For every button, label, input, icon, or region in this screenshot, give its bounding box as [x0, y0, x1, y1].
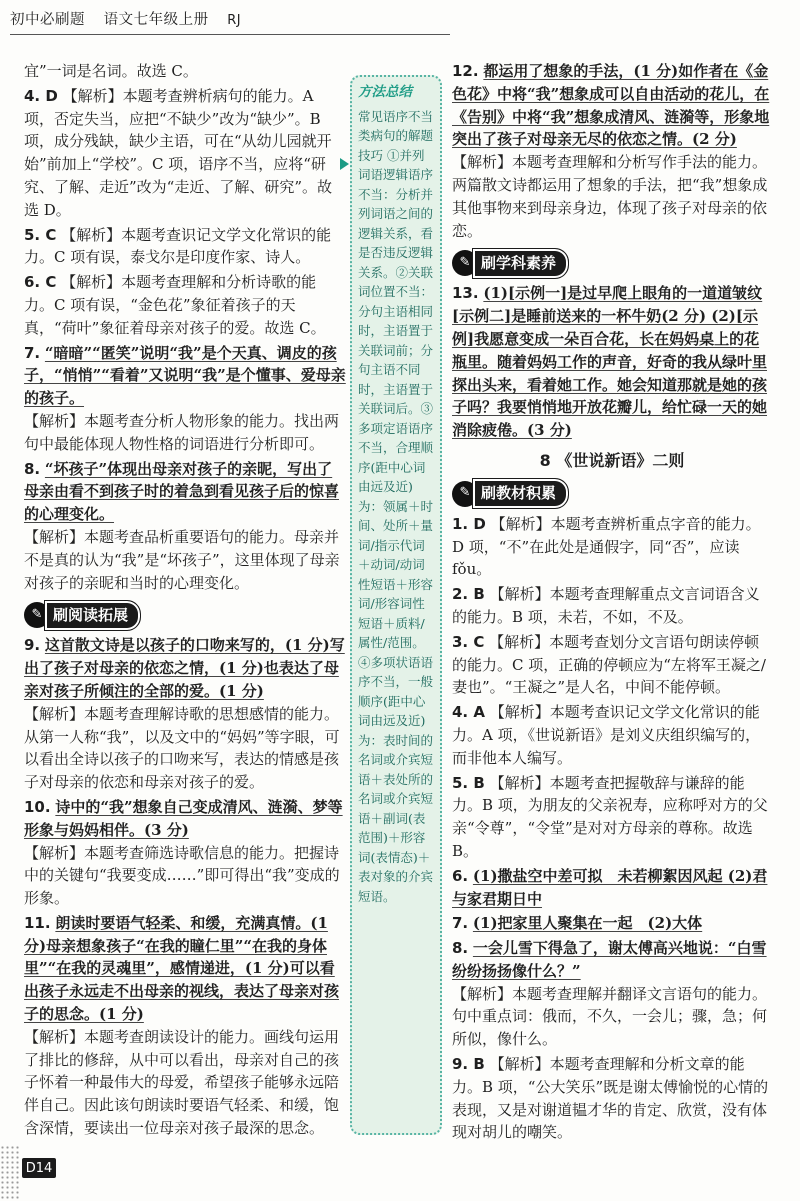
- analysis-text: 【解析】本题考查理解诗歌的思想感情的能力。从第一人称“我”，以及文中的“妈妈”等字眼，可以看出全诗以孩子的口吻来写，表达的情感是孩子对母亲的依恋和母亲对孩子的爱。: [24, 704, 340, 792]
- analysis-text: 【解析】本题考查划分文言语句朗读停顿的能力。C 项，正确的停顿应为“左将军王凝之/妻也”。“王凝之”是人名，中间不能停顿。: [452, 632, 766, 697]
- answer-text: 这首散文诗是以孩子的口吻来写的，(1 分)写出了孩子对母亲的依恋之情，(1 分)也表达了母亲对孩子所倾注的全部的爱。(1 分): [24, 636, 345, 700]
- analysis-text: 【解析】本题考查分析人物形象的能力。找出两句中最能体现人物性格的词语进行分析即可。: [24, 411, 340, 453]
- method-summary-box: [350, 75, 442, 1135]
- pencil-icon: ✎: [24, 602, 50, 628]
- answer-item: [24, 271, 346, 339]
- pencil-icon: ✎: [452, 250, 478, 276]
- analysis-text: 【解析】本题考查辨析重点字音的能力。D 项，“不”在此处是通假字，同“否”，应读 fǒu。: [452, 514, 761, 579]
- text-line: 宜”一词是名词。故选 C。: [24, 62, 198, 80]
- analysis-text: 【解析】本题考查理解重点文言词语含义的能力。B 项，未若，不如，不及。: [452, 585, 760, 626]
- section-banner: [452, 250, 569, 276]
- analysis-text: 【解析】本题考查识记文学文化常识的能力。C 项有误，泰戈尔是印度作家、诗人。: [24, 225, 332, 267]
- question-number: 9. B: [452, 1055, 485, 1074]
- question-number: 5. C: [24, 225, 57, 244]
- answer-text: (1)[示例一]是过早爬上眼角的一道道皱纹 [示例二]是睡前送来的一杯牛奶(2 分) (2)[示例]我愿意变成一朵百合花，长在妈妈桌上的花瓶里。随着妈妈工作的声音，好奇的我从绿叶里探出头来，看着她工作。她会知道那就是她的孩子吗？我要悄悄地开放花瓣儿，给忙碌一天的她消除疲倦。(3 分): [452, 284, 768, 440]
- answer-item: [452, 701, 772, 769]
- analysis-text: 【解析】本题考查品析重要语句的能力。母亲并不是真的认为“我”是“坏孩子”，这里体现了母亲对孩子的亲昵和当时的心理变化。: [24, 527, 340, 592]
- question-number: 7.: [452, 914, 469, 933]
- question-number: 11.: [24, 913, 51, 932]
- answer-item: [452, 1053, 772, 1144]
- answer-text: 都运用了想象的手法，(1 分)如作者在《金色花》中将“我”想象成可以自由活动的花儿，在《告别》中将“我”想象成清风、涟漪等，形象地突出了孩子对母亲无尽的依恋之情。(2 分): [452, 62, 770, 149]
- question-number: 8.: [24, 459, 41, 478]
- question-number: 4. A: [452, 703, 485, 722]
- analysis-text: 【解析】本题考查理解并翻译文言语句的能力。句中重点词：俄而，不久，一会儿；骤，急；何所似，像什么。: [452, 984, 768, 1049]
- analysis-text: 【解析】本题考查筛选诗歌信息的能力。把握诗中的关键句“我要变成……”即可得出“我”变成的形象。: [24, 843, 340, 908]
- question-number: 2. B: [452, 585, 485, 604]
- answer-item: [24, 912, 346, 1140]
- header-divider: [10, 34, 450, 35]
- analysis-text: 【解析】本题考查把握敬辞与谦辞的能力。B 项，为朋友的父亲祝寿，应称呼对方的父亲“令尊”，“令堂”是对对方母亲的尊称。故选 B。: [452, 773, 768, 860]
- edition-label: RJ: [227, 13, 242, 28]
- analysis-text: 【解析】本题考查理解和分析写作手法的能力。两篇散文诗都运用了想象的手法，把“我”想象成其他事物来到母亲身边，体现了孩子对母亲的依恋。: [452, 153, 768, 240]
- section-banner: [452, 481, 569, 507]
- answer-item: [24, 342, 346, 456]
- answer-item: [24, 634, 346, 794]
- analysis-text: 【解析】本题考查识记文学文化常识的能力。A 项，《世说新语》是刘义庆组织编写的，而非他本人编写。: [452, 703, 761, 767]
- question-number: 6. C: [24, 273, 57, 292]
- section-banner: [24, 602, 141, 628]
- answer-item: [452, 631, 772, 699]
- analysis-text: 【解析】本题考查理解和分析诗歌的能力。C 项有误，“金色花”象征着孩子的天真，“荷叶”象征着母亲对孩子的爱。故选 C。: [24, 273, 326, 337]
- question-number: 4. D: [24, 86, 58, 105]
- answer-item: [452, 772, 772, 863]
- question-number: 6.: [452, 866, 469, 885]
- question-number: 3. C: [452, 632, 485, 651]
- sidebar-pointer-icon: [340, 158, 349, 170]
- section-banner-label: 刷教材积累: [472, 478, 569, 509]
- answer-item: [452, 912, 772, 935]
- decorative-dots: [0, 1145, 20, 1201]
- question-number: 8.: [452, 939, 469, 958]
- question-number: 10.: [24, 797, 51, 816]
- book-title: 初中必刷题: [10, 12, 85, 28]
- lesson-title: 8 《世说新语》二则: [539, 450, 685, 470]
- question-number: 13.: [452, 284, 479, 303]
- subject-title: 语文七年级上册: [103, 12, 209, 28]
- analysis-text: 【解析】本题考查朗读设计的能力。画线句运用了排比的修辞，从中可以看出，母亲对自己的孩子怀着一种最伟大的母爱，希望孩子能够永远陪伴自己。因此该句朗读时要语气轻柔、和缓，饱含深情，要读出一位母亲对孩子最深的思念。: [24, 1027, 340, 1138]
- answer-item: [24, 796, 346, 910]
- pencil-icon: ✎: [452, 481, 478, 507]
- section-banner-label: 刷阅读拓展: [44, 600, 141, 631]
- answer-text: 朗读时要语气轻柔、和缓，充满真情。(1 分)母亲想象孩子“在我的瞳仁里”“在我的身体里”“在我的灵魂里”，感情递进，(1 分)可以看出孩子永远走不出母亲的视线，表达了母亲对孩子的思念。(1 分): [24, 913, 340, 1024]
- answer-item: [24, 224, 346, 270]
- answer-item: [24, 458, 346, 595]
- right-column: [452, 60, 772, 1146]
- question-number: 12.: [452, 62, 479, 80]
- method-summary-text: 常见语序不当类病句的解题技巧 ①并列词语逻辑语序不当：分析并列词语之间的逻辑关系，看是否违反逻辑关系。②关联词位置不当：分句主语相同时，主语置于关联词前；分句主语不同时，主语置于关联词后。③多项定语语序不当，合理顺序(距中心词由远及近)为：领属＋时间、处所＋量词/指示代词＋动词/动词性短语＋形容词/形容词性短语＋质料/属性/范围。④多项状语语序不当，一般顺序(距中心词由远及近)为：表时间的名词或介宾短语＋表处所的名词或介宾短语＋副词(表范围)＋形容词(表情态)＋表对象的介宾短语。: [358, 108, 434, 904]
- page-number: D14: [22, 1158, 56, 1178]
- answer-item: [24, 85, 346, 222]
- answer-item: [452, 583, 772, 629]
- analysis-text: 【解析】本题考查理解和分析文章的能力。B 项，“公大笑乐”既是谢太傅愉悦的心情的表现，又是对谢道韫才华的肯定、欣赏，没有体现对胡儿的嘲笑。: [452, 1055, 769, 1142]
- answer-text: “坏孩子”体现出母亲对孩子的亲昵，写出了母亲由看不到孩子时的着急到看见孩子后的惊喜的心理变化。: [24, 459, 340, 524]
- answer-text: 诗中的“我”想象自己变成清风、涟漪、梦等形象与妈妈相伴。(3 分): [24, 797, 343, 839]
- question-number: 5. B: [452, 773, 485, 792]
- answer-item: [452, 865, 772, 911]
- answer-item: [452, 60, 772, 242]
- answer-item: [452, 282, 772, 442]
- analysis-text: 【解析】本题考查辨析病句的能力。A 项，否定失当，应把“不缺少”改为“缺少”。B 项，成分残缺，缺少主语，可在“从幼儿园就开始”前加上“学校”。C 项，语序不当，应将“研究、了解、走近”改为“走近、了解、研究”。故选 D。: [24, 86, 333, 219]
- question-number: 1. D: [452, 514, 486, 533]
- answer-item: [452, 513, 772, 581]
- answer-item: [452, 937, 772, 1051]
- answer-text: (1)把家里人聚集在一起 (2)大体: [472, 914, 703, 933]
- question-number: 7.: [24, 343, 41, 362]
- left-column: [24, 60, 346, 1142]
- method-summary-title: 方法总结: [358, 84, 412, 100]
- section-banner-label: 刷学科素养: [472, 248, 569, 279]
- answer-text: “暗暗”“匿笑”说明“我”是个天真、调皮的孩子，“悄悄”“看着”又说明“我”是个懂事、爱母亲的孩子。: [24, 343, 346, 408]
- answer-text: 一会儿雪下得急了，谢太傅高兴地说：“白雪纷纷扬扬像什么？”: [452, 939, 767, 980]
- question-number: 9.: [24, 636, 41, 655]
- answer-text: (1)撒盐空中差可拟 未若柳絮因风起 (2)君与家君期日中: [452, 866, 768, 908]
